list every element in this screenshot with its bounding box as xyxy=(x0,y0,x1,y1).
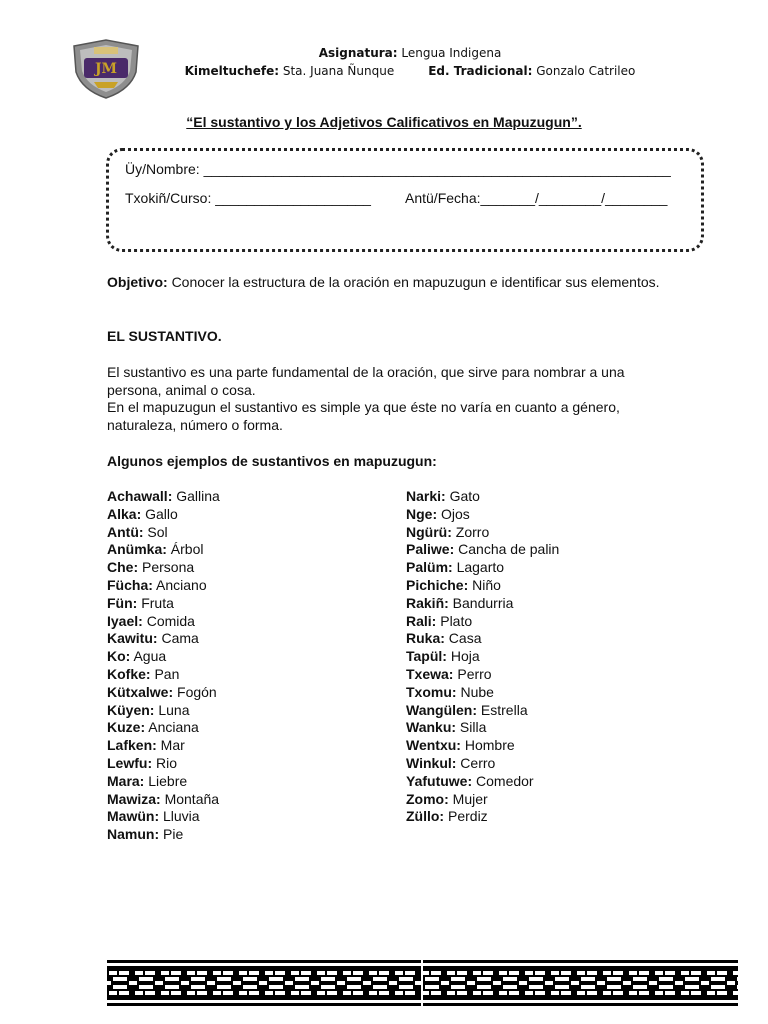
vocab-meaning: Perro xyxy=(453,665,492,682)
vocab-meaning: Anciano xyxy=(152,576,207,593)
vocab-meaning: Agua xyxy=(130,648,167,665)
date-field[interactable]: Antü/Fecha:_______/________/________ xyxy=(405,190,668,206)
vocab-term: Anümka: xyxy=(107,541,167,558)
vocab-meaning: Gallina xyxy=(172,488,220,504)
vocab-term: Mawün: xyxy=(107,808,160,825)
vocab-item xyxy=(406,719,559,737)
vocab-item xyxy=(107,595,220,613)
vocab-item xyxy=(107,773,220,791)
vocab-meaning: Zorro xyxy=(451,523,490,540)
vocab-meaning: Lagarto xyxy=(452,559,505,576)
objective-paragraph: Objetivo: Conocer la estructura de la oración en mapuzugun e identificar sus elementos. xyxy=(107,274,660,290)
vocab-meaning: Bandurria xyxy=(448,594,514,611)
vocab-term: Fün: xyxy=(107,594,138,611)
section-heading: EL SUSTANTIVO. xyxy=(107,328,222,344)
vocab-meaning: Mujer xyxy=(448,790,488,807)
vocab-item xyxy=(107,630,220,648)
vocab-item xyxy=(406,488,559,506)
vocab-term: Paliwe: xyxy=(406,541,455,558)
vocab-meaning: Casa xyxy=(444,630,482,647)
vocab-meaning: Gato xyxy=(445,488,480,504)
vocab-term: Che: xyxy=(107,559,139,576)
vocab-meaning: Silla xyxy=(456,719,487,736)
examples-left-column xyxy=(107,488,220,844)
course-field[interactable]: Txokiñ/Curso: ____________________ xyxy=(125,190,371,206)
vocab-meaning: Perdiz xyxy=(444,808,488,825)
vocab-item xyxy=(107,648,220,666)
vocab-term: Kawitu: xyxy=(107,630,158,647)
vocab-term: Namun: xyxy=(107,826,160,843)
vocab-term: Alka: xyxy=(107,505,142,522)
vocab-term: Zomo: xyxy=(406,790,449,807)
vocab-meaning: Liebre xyxy=(144,772,188,789)
definition-paragraph: El sustantivo es una parte fundamental de la oración, que sirve para nombrar a una persona, animal o cosa. En el mapuzugun el sustantivo es simple ya que éste no varía en cuanto a género, naturaleza, número o forma. xyxy=(107,364,625,433)
vocab-item xyxy=(107,702,220,720)
vocab-meaning: Niño xyxy=(468,576,501,593)
vocab-meaning: Árbol xyxy=(166,541,204,558)
vocab-term: Kofke: xyxy=(107,665,151,682)
vocab-term: Lafken: xyxy=(107,737,157,754)
vocab-meaning: Comedor xyxy=(472,772,534,789)
vocab-meaning: Mar xyxy=(156,737,185,754)
vocab-term: Rakiñ: xyxy=(406,594,449,611)
vocab-item xyxy=(107,541,220,559)
vocab-item xyxy=(406,773,559,791)
vocab-item xyxy=(406,506,559,524)
vocab-item xyxy=(406,791,559,809)
vocab-meaning: Lluvia xyxy=(159,808,200,825)
vocab-item xyxy=(107,808,220,826)
vocab-term: Kuze: xyxy=(107,719,146,736)
vocab-meaning: Nube xyxy=(456,683,494,700)
vocab-meaning: Sol xyxy=(143,523,168,540)
vocab-item xyxy=(406,541,559,559)
vocab-item xyxy=(107,755,220,773)
vocab-item xyxy=(406,648,559,666)
document-header xyxy=(150,44,670,80)
vocab-term: Ko: xyxy=(107,648,131,665)
vocab-meaning: Plato xyxy=(436,612,473,629)
vocab-meaning: Cancha de palin xyxy=(454,541,560,558)
page-title: “El sustantivo y los Adjetivos Calificativos en Mapuzugun”. xyxy=(186,114,582,130)
teacher-line: Kimeltuchefe: Sta. Juana Ñunque xyxy=(184,64,395,78)
vocab-term: Narki: xyxy=(406,488,446,504)
vocab-item xyxy=(107,826,220,844)
vocab-term: Txomu: xyxy=(406,683,457,700)
vocab-term: Rali: xyxy=(406,612,437,629)
vocab-meaning: Persona xyxy=(138,559,195,576)
vocab-item xyxy=(406,684,559,702)
vocab-item xyxy=(406,630,559,648)
mapuche-pattern-band-icon xyxy=(107,960,738,1006)
vocab-term: Kütxalwe: xyxy=(107,683,174,700)
name-field[interactable]: Üy/Nombre: ____________________________________________________________ xyxy=(125,161,671,177)
vocab-term: Wangülen: xyxy=(406,701,478,718)
vocab-term: Winkul: xyxy=(406,754,457,771)
svg-text:JM: JM xyxy=(94,61,118,77)
vocab-item xyxy=(107,524,220,542)
subject-line: Asignatura: Lengua Indigena xyxy=(318,46,502,60)
vocab-item xyxy=(406,613,559,631)
vocab-item xyxy=(107,684,220,702)
vocab-item xyxy=(107,791,220,809)
examples-right-column xyxy=(406,488,559,826)
vocab-meaning: Pan xyxy=(150,665,180,682)
school-crest-icon xyxy=(70,38,142,100)
vocab-meaning: Cama xyxy=(157,630,199,647)
vocab-term: Züllo: xyxy=(406,808,445,825)
vocab-meaning: Estrella xyxy=(477,701,528,718)
vocab-term: Palüm: xyxy=(406,559,453,576)
vocab-meaning: Fogón xyxy=(173,683,217,700)
vocab-term: Lewfu: xyxy=(107,754,153,771)
vocab-term: Achawall: xyxy=(107,488,173,504)
vocab-term: Wentxu: xyxy=(406,737,461,754)
vocab-meaning: Gallo xyxy=(141,505,178,522)
vocab-meaning: Ojos xyxy=(437,505,470,522)
vocab-term: Antü: xyxy=(107,523,144,540)
vocab-meaning: Hoja xyxy=(446,648,480,665)
vocab-item xyxy=(107,559,220,577)
vocab-term: Iyael: xyxy=(107,612,143,629)
vocab-term: Nge: xyxy=(406,505,438,522)
vocab-item xyxy=(406,737,559,755)
vocab-item xyxy=(107,506,220,524)
vocab-item xyxy=(107,613,220,631)
vocab-item xyxy=(406,808,559,826)
vocab-item xyxy=(406,595,559,613)
vocab-item xyxy=(107,488,220,506)
vocab-term: Pichiche: xyxy=(406,576,469,593)
vocab-term: Wanku: xyxy=(406,719,457,736)
vocab-meaning: Rio xyxy=(152,754,178,771)
traditional-educator-line: Ed. Tradicional: Gonzalo Catrileo xyxy=(428,64,636,78)
vocab-term: Küyen: xyxy=(107,701,155,718)
vocab-item xyxy=(406,755,559,773)
vocab-term: Ngürü: xyxy=(406,523,452,540)
vocab-term: Mara: xyxy=(107,772,145,789)
vocab-item xyxy=(406,524,559,542)
vocab-meaning: Fruta xyxy=(137,594,174,611)
vocab-meaning: Luna xyxy=(154,701,190,718)
vocab-meaning: Montaña xyxy=(160,790,220,807)
vocab-meaning: Hombre xyxy=(460,737,515,754)
vocab-meaning: Cerro xyxy=(456,754,496,771)
vocab-term: Mawiza: xyxy=(107,790,161,807)
vocab-item xyxy=(107,666,220,684)
student-info-box xyxy=(106,148,704,252)
vocab-item xyxy=(107,737,220,755)
vocab-item xyxy=(406,559,559,577)
vocab-item xyxy=(107,577,220,595)
vocab-meaning: Pie xyxy=(159,826,184,843)
vocab-item xyxy=(406,702,559,720)
vocab-meaning: Anciana xyxy=(145,719,199,736)
vocab-term: Tapül: xyxy=(406,648,447,665)
vocab-term: Ruka: xyxy=(406,630,445,647)
vocab-item xyxy=(406,577,559,595)
vocab-item xyxy=(406,666,559,684)
vocab-meaning: Comida xyxy=(142,612,195,629)
vocab-term: Yafutuwe: xyxy=(406,772,473,789)
vocab-term: Fücha: xyxy=(107,576,153,593)
vocab-item xyxy=(107,719,220,737)
examples-heading: Algunos ejemplos de sustantivos en mapuzugun: xyxy=(107,453,437,469)
vocab-term: Txewa: xyxy=(406,665,454,682)
